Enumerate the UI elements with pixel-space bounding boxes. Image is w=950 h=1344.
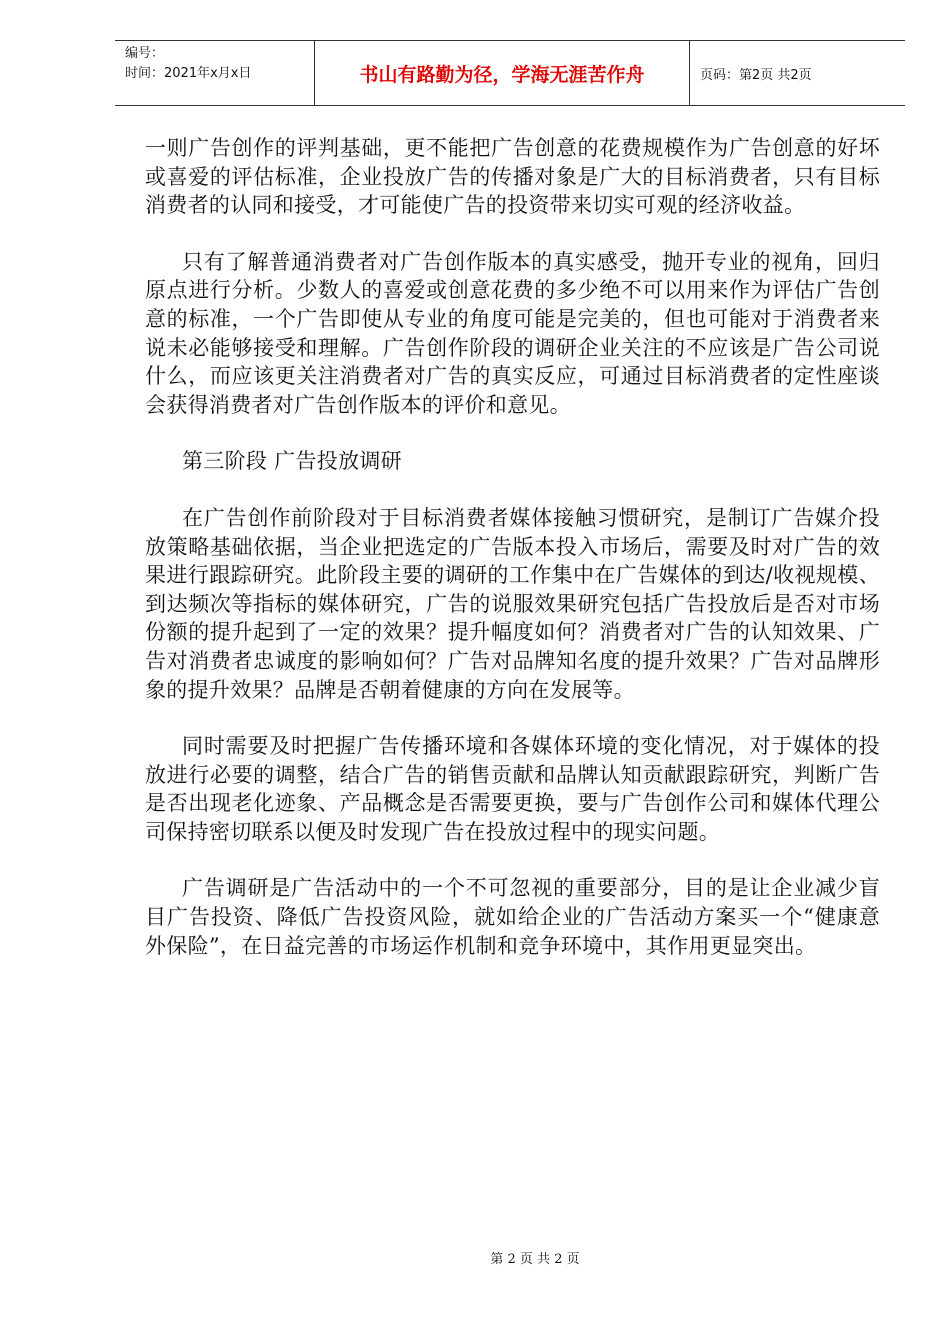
paragraph-6: 广告调研是广告活动中的一个不可忽视的重要部分，目的是让企业减少盲目广告投资、降低广告投资风险，就如给企业的广告活动方案买一个“健康意外保险”，在日益完善的市场运作机制和竞争环境中，其作用更显突出。 (145, 876, 880, 958)
page-header (115, 40, 905, 106)
paragraph-1: 一则广告创作的评判基础，更不能把广告创意的花费规模作为广告创意的好坏或喜爱的评估标准，企业投放广告的传播对象是广大的目标消费者，只有目标消费者的认同和接受，才可能使广告的投资带来切实可观的经济收益。 (145, 136, 880, 218)
section-heading: 第三阶段 广告投放调研 (182, 449, 402, 474)
header-page-info: 页码：第2页 共2页 (700, 67, 812, 83)
paragraph-5: 同时需要及时把握广告传播环境和各媒体环境的变化情况，对于媒体的投放进行必要的调整，结合广告的销售贡献和品牌认知贡献跟踪研究，判断广告是否出现老化迹象、产品概念是否需要更换，要与广告创作公司和媒体代理公司保持密切联系以便及时发现广告在投放过程中的现实问题。 (145, 734, 880, 844)
paragraph-2: 只有了解普通消费者对广告创作版本的真实感受，抛开专业的视角，回归原点进行分析。少数人的喜爱或创意花费的多少绝不可以用来作为评估广告创意的标准，一个广告即使从专业的角度可能是完美的，但也可能对于消费者来说未必能够接受和理解。广告创作阶段的调研企业关注的不应该是广告公司说什么，而应该更关注消费者对广告的真实反应，可通过目标消费者的定性座谈会获得消费者对广告创作版本的评价和意见。 (145, 249, 880, 417)
time-label: 时间：2021年x月x日 (125, 66, 252, 81)
serial-number-label: 编号： (125, 46, 165, 61)
header-meta (115, 41, 315, 105)
page-footer: 第 2 页 共 2 页 (490, 1252, 580, 1267)
header-motto: 书山有路勤为径，学海无涯苦作舟 (315, 41, 690, 105)
paragraph-4: 在广告创作前阶段对于目标消费者媒体接触习惯研究，是制订广告媒介投放策略基础依据，当企业把选定的广告版本投入市场后，需要及时对广告的效果进行跟踪研究。此阶段主要的调研的工作集中在广告媒体的到达/收视规模、到达频次等指标的媒体研究，广告的说服效果研究包括广告投放后是否对市场份额的提升起到了一定的效果？提升幅度如何？消费者对广告的认知效果、广告对消费者忠诚度的影响如何？广告对品牌知名度的提升效果？广告对品牌形象的提升效果？品牌是否朝着健康的方向在发展等。 (145, 505, 880, 702)
document-body (145, 134, 880, 988)
